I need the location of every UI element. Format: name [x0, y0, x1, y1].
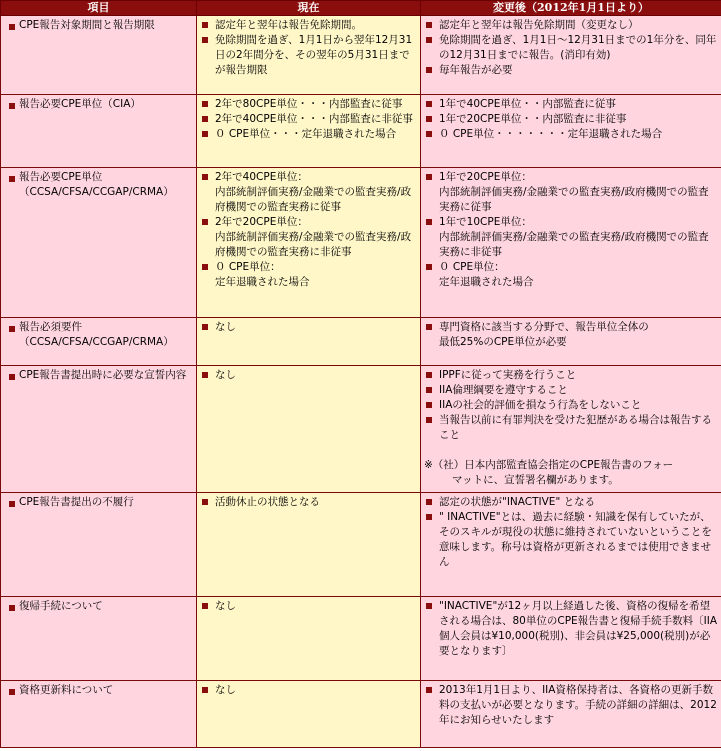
- item-cell: [1, 16, 197, 95]
- item-line: CPE報告対象期間と報告期限: [19, 19, 155, 31]
- list-item: [200, 368, 417, 383]
- list-item: [200, 320, 417, 335]
- item-label: [4, 18, 193, 33]
- list-item-line: 活動休止の状態となる: [215, 496, 320, 508]
- item-cell: [1, 597, 197, 681]
- list-item: [200, 683, 417, 698]
- bullet-list: [200, 18, 417, 78]
- list-item: [424, 383, 718, 398]
- bullet-list: [200, 368, 417, 383]
- item-line: 復帰手続について: [19, 600, 103, 612]
- list-item: [200, 599, 417, 614]
- list-item: [200, 33, 417, 78]
- item-line: CPE報告書提出時に必要な宣誓内容: [19, 369, 187, 381]
- item-label: [4, 683, 193, 698]
- list-item: [424, 398, 718, 413]
- list-item-line: 認定年と翌年は報告免除期間。: [215, 19, 362, 31]
- bullet-list: [200, 97, 417, 142]
- list-item-line: 認定の状態が"INACTIVE" となる: [439, 496, 596, 508]
- list-item: [424, 260, 718, 290]
- item-line: 報告必要CPE単位（CIA）: [19, 98, 141, 110]
- after-cell: [421, 681, 721, 748]
- bullet-list: [424, 170, 718, 290]
- list-item-line: 免除期間を過ぎ、1月1日から翌年12月31日の2年間分を、その翌年の5月31日までが報告期限: [215, 34, 413, 76]
- list-item: [200, 260, 417, 290]
- list-item: [200, 495, 417, 510]
- current-cell: [197, 493, 421, 597]
- current-cell: [197, 318, 421, 366]
- list-item-line: ０ CPE単位・・・・・・・定年退職された場合: [439, 128, 663, 140]
- item-cell: [1, 493, 197, 597]
- item-cell: [1, 168, 197, 318]
- list-item-line: 内部統制評価実務/金融業での監査実務/政府機関での監査実務に従事: [439, 186, 709, 213]
- item-line: 報告必須要件: [19, 321, 82, 333]
- list-item-line: ０ CPE単位・・・定年退職された場合: [215, 128, 397, 140]
- after-cell: [421, 95, 721, 168]
- list-item: [424, 127, 718, 142]
- item-line: 報告必要CPE単位: [19, 171, 103, 183]
- item-cell: [1, 95, 197, 168]
- after-cell: [421, 597, 721, 681]
- list-item: [200, 97, 417, 112]
- item-label: [4, 320, 193, 350]
- bullet-list: [200, 320, 417, 335]
- item-cell: [1, 366, 197, 493]
- table-row: [1, 493, 721, 597]
- item-line: CPE報告書提出の不履行: [19, 496, 134, 508]
- list-item-line: 1年で20CPE単位・・内部監査に非従事: [439, 113, 627, 125]
- item-label: [4, 495, 193, 510]
- bullet-list: [424, 599, 718, 659]
- bullet-list: [424, 368, 718, 443]
- note-line: マットに、宣誓署名欄があります。: [452, 474, 619, 486]
- header-row: [1, 1, 721, 16]
- table-row: [1, 16, 721, 95]
- current-cell: [197, 681, 421, 748]
- table-body: [1, 16, 721, 748]
- list-item-line: 2年で20CPE単位：: [215, 216, 308, 228]
- item-cell: [1, 318, 197, 366]
- item-label: [4, 97, 193, 112]
- list-item: [424, 510, 718, 570]
- table-row: [1, 597, 721, 681]
- list-item: [200, 215, 417, 260]
- table-row: [1, 681, 721, 748]
- item-label: [4, 599, 193, 614]
- list-item-line: 定年退職された場合: [439, 276, 534, 288]
- after-cell: [421, 16, 721, 95]
- list-item-line: 免除期間を過ぎ、1月1日～12月31日までの1年分を、同年の12月31日までに報告。(消印有効): [439, 34, 717, 61]
- list-item-line: IIA倫理綱要を遵守すること: [439, 384, 568, 396]
- list-item-line: 最低25%のCPE単位が必要: [439, 336, 567, 348]
- list-item-line: なし: [215, 600, 236, 612]
- bullet-list: [424, 683, 718, 728]
- list-item: [424, 683, 718, 728]
- list-item-line: 2013年1月1日より、IIA資格保持者は、各資格の更新手数料の支払いが必要となります。手続の詳細の詳細は、2012年にお知らせいたします: [439, 684, 717, 726]
- list-item: [424, 495, 718, 510]
- table-row: [1, 366, 721, 493]
- bullet-list: [200, 599, 417, 614]
- list-item-line: ０ CPE単位：: [215, 261, 281, 273]
- list-item-line: 毎年報告が必要: [439, 64, 513, 76]
- item-line: （CCSA/CFSA/CCGAP/CRMA）: [19, 186, 174, 198]
- header-current: 現在: [197, 1, 421, 16]
- list-item: [200, 127, 417, 142]
- list-item: [424, 97, 718, 112]
- after-cell: [421, 366, 721, 493]
- bullet-list: [424, 320, 718, 350]
- bullet-list: [200, 170, 417, 290]
- list-item: [200, 112, 417, 127]
- item-label: [4, 170, 193, 200]
- table-row: [1, 318, 721, 366]
- after-cell: [421, 318, 721, 366]
- list-item: [424, 170, 718, 215]
- current-cell: [197, 366, 421, 493]
- note-line: ※（社）日本内部監査協会指定のCPE報告書のフォー: [424, 459, 674, 471]
- list-item-line: 2年で80CPE単位・・・内部監査に従事: [215, 98, 403, 110]
- list-item-line: IPPFに従って実務を行うこと: [439, 369, 577, 381]
- bullet-list: [200, 683, 417, 698]
- list-item: [424, 112, 718, 127]
- list-item-line: IIAの社会的評価を損なう行為をしないこと: [439, 399, 642, 411]
- list-item: [424, 413, 718, 443]
- list-item: [424, 599, 718, 659]
- list-item-line: 内部統制評価実務/金融業での監査実務/政府機関での監査実務に非従事: [215, 231, 412, 258]
- list-item-line: なし: [215, 369, 236, 381]
- list-item-line: ０ CPE単位：: [439, 261, 505, 273]
- item-label: [4, 368, 193, 383]
- list-item: [424, 320, 718, 350]
- list-item-line: 専門資格に該当する分野で、報告単位全体の: [439, 321, 649, 333]
- list-item: [424, 33, 718, 63]
- current-cell: [197, 168, 421, 318]
- list-item: [200, 170, 417, 215]
- list-item-line: 1年で40CPE単位・・内部監査に従事: [439, 98, 616, 110]
- list-item-line: " INACTIVE"とは、過去に経験・知識を保有していたが、そのスキルが現役の状態に維持されていないということを意味します。称号は資格が更新されるまでは使用できません: [439, 511, 712, 568]
- list-item-line: 定年退職された場合: [215, 276, 310, 288]
- after-cell: [421, 493, 721, 597]
- list-item: [424, 63, 718, 78]
- list-item-line: 当報告以前に有罪判決を受けた犯歴がある場合は報告すること: [439, 414, 712, 441]
- list-item: [424, 215, 718, 260]
- after-note: [424, 458, 718, 488]
- list-item-line: 認定年と翌年は報告免除期間（変更なし）: [439, 19, 639, 31]
- list-item-line: なし: [215, 321, 236, 333]
- current-cell: [197, 95, 421, 168]
- bullet-list: [424, 18, 718, 78]
- item-cell: [1, 681, 197, 748]
- table-row: [1, 95, 721, 168]
- list-item-line: 2年で40CPE単位・・・内部監査に非従事: [215, 113, 413, 125]
- list-item-line: 1年で20CPE単位：: [439, 171, 532, 183]
- header-after: 変更後（2012年1月1日より）: [421, 1, 721, 16]
- current-cell: [197, 16, 421, 95]
- item-line: 資格更新料について: [19, 684, 114, 696]
- list-item-line: 2年で40CPE単位：: [215, 171, 308, 183]
- list-item: [424, 18, 718, 33]
- list-item-line: 内部統制評価実務/金融業での監査実務/政府機関での監査実務に従事: [215, 186, 412, 213]
- current-cell: [197, 597, 421, 681]
- list-item-line: なし: [215, 684, 236, 696]
- table-row: [1, 168, 721, 318]
- list-item: [424, 368, 718, 383]
- bullet-list: [200, 495, 417, 510]
- list-item-line: 1年で10CPE単位：: [439, 216, 532, 228]
- bullet-list: [424, 495, 718, 570]
- list-item-line: "INACTIVE"が12ヶ月以上経過した後、資格の復帰を希望される場合は、80単位のCPE報告書と復帰手続手数料〔IIA個人会員は¥10,000(税別)、非会員は¥25,000(税別)が必要となります〕: [439, 600, 718, 657]
- item-line: （CCSA/CFSA/CCGAP/CRMA）: [19, 336, 174, 348]
- after-cell: [421, 168, 721, 318]
- header-item: 項目: [1, 1, 197, 16]
- list-item-line: 内部統制評価実務/金融業での監査実務/政府機関での監査実務に非従事: [439, 231, 709, 258]
- list-item: [200, 18, 417, 33]
- bullet-list: [424, 97, 718, 142]
